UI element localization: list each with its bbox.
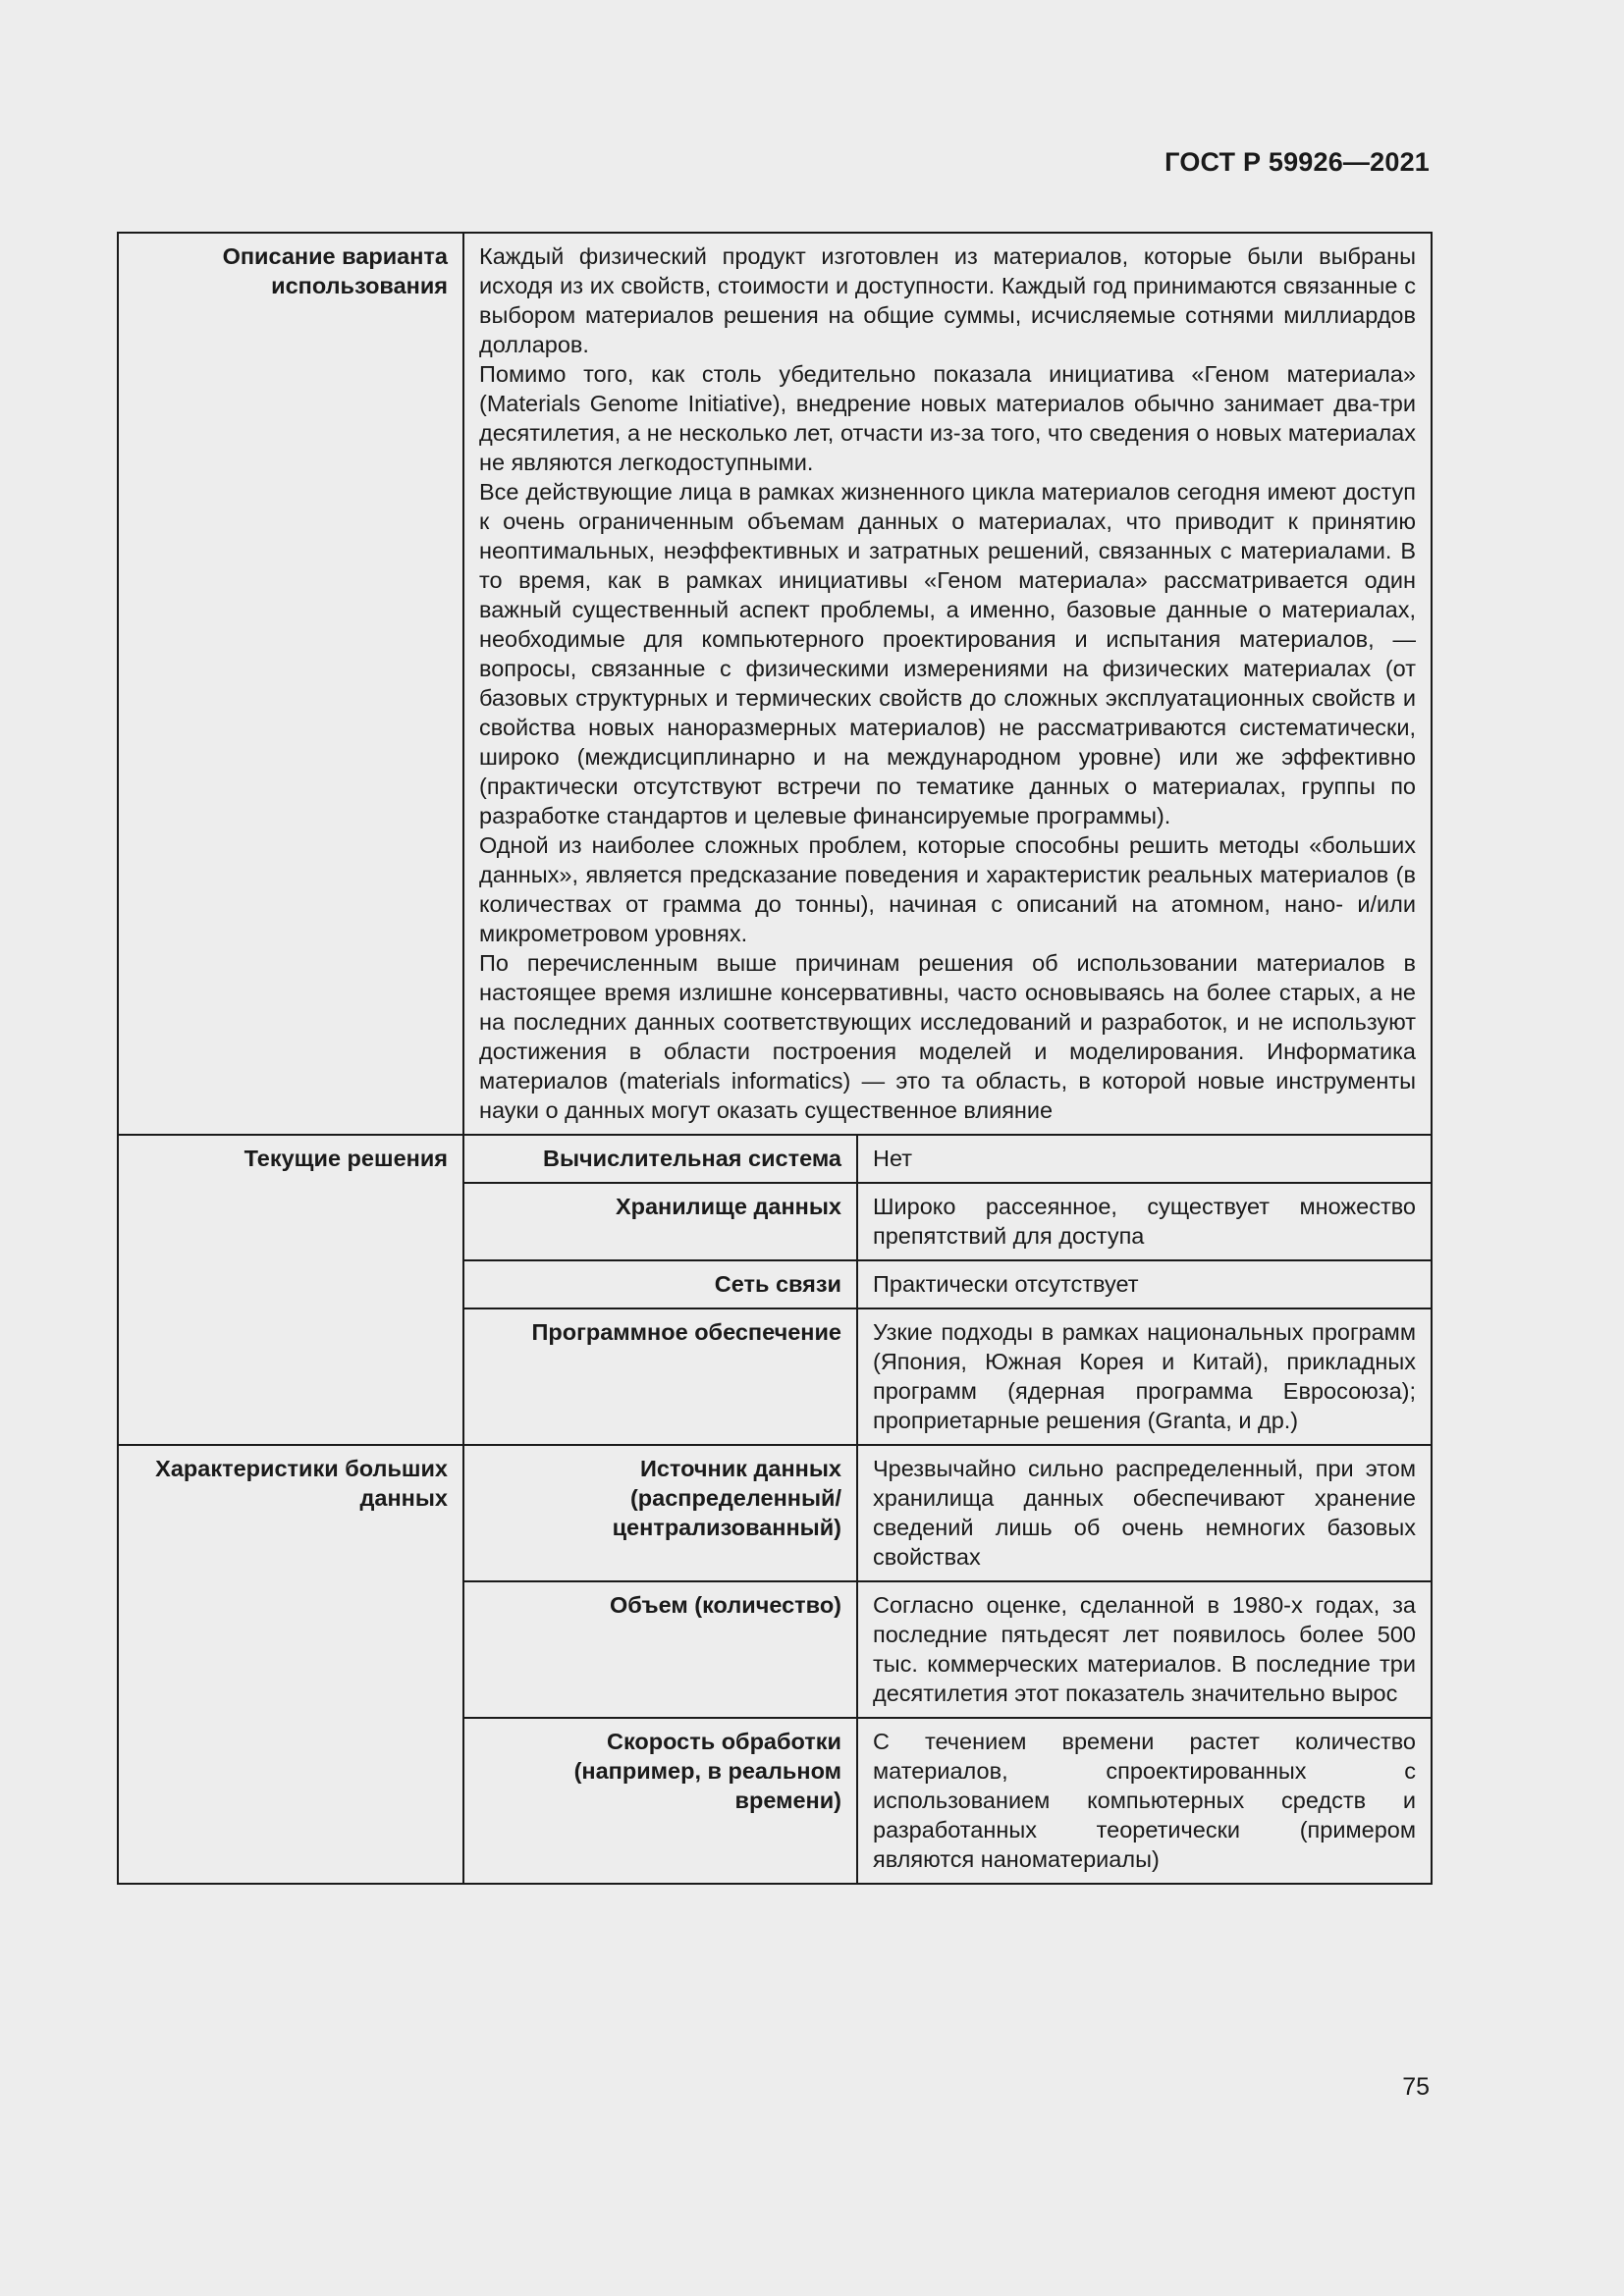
row-name: Программное обеспечение <box>463 1308 857 1445</box>
table-row <box>118 1135 1432 1183</box>
row-name: Сеть связи <box>463 1260 857 1308</box>
description-paragraph: Одной из наиболее сложных проблем, которые способны решить методы «больших данных», является предсказание поведения и характеристик реальных материалов (в количествах от грамма до тонны), начиная с описаний на атомном, нано- и/или микрометровом уровнях. <box>479 832 1416 946</box>
row-value: С течением времени растет количество материалов, спроектированных с использованием компьютерных средств и разработанных теоретически (примером являются наноматериалы) <box>857 1718 1432 1884</box>
row-value: Узкие подходы в рамках национальных программ (Япония, Южная Корея и Китай), прикладных программ (ядерная программа Евросоюза); проприетарные решения (Granta, и др.) <box>857 1308 1432 1445</box>
row-value: Чрезвычайно сильно распределенный, при этом хранилища данных обеспечивают хранение сведений лишь об очень немногих базовых свойствах <box>857 1445 1432 1581</box>
description-paragraph: По перечисленным выше причинам решения об использовании материалов в настоящее время излишне консервативны, часто основываясь на более старых, а не на последних данных соответствующих исследований и разработок, и не используют достижения в области построения моделей и моделирования. Информатика материалов (materials informatics) — это та область, в которой новые инструменты науки о данных могут оказать существенное влияние <box>479 950 1416 1123</box>
row-value: Практически отсутствует <box>857 1260 1432 1308</box>
row-value: Нет <box>857 1135 1432 1183</box>
use-case-table <box>117 232 1433 1885</box>
big-data-characteristics-label: Характеристики больших данных <box>118 1445 463 1884</box>
standard-header: ГОСТ Р 59926—2021 <box>1164 147 1430 177</box>
use-case-description-row <box>118 233 1432 1135</box>
row-value: Согласно оценке, сделанной в 1980-х годах, за последние пятьдесят лет появилось более 500 тыс. коммерческих материалов. В последние три десятилетия этот показатель значительно вырос <box>857 1581 1432 1718</box>
use-case-description-label: Описание варианта использования <box>118 233 463 1135</box>
row-value: Широко рассеянное, существует множество препятствий для доступа <box>857 1183 1432 1260</box>
description-paragraph: Каждый физический продукт изготовлен из материалов, которые были выбраны исходя из их свойств, стоимости и доступности. Каждый год принимаются связанные с выбором материалов решения на общие суммы, исчисляемые сотнями миллиардов долларов. <box>479 243 1416 357</box>
row-name: Источник данных (распределенный/ централизованный) <box>463 1445 857 1581</box>
description-paragraph: Помимо того, как столь убедительно показала инициатива «Геном материала» (Materials Genome Initiative), внедрение новых материалов обычно занимает два-три десятилетия, а не несколько лет, отчасти из-за того, что сведения о новых материалах не являются легкодоступными. <box>479 361 1416 475</box>
use-case-description-text <box>463 233 1432 1135</box>
row-name: Хранилище данных <box>463 1183 857 1260</box>
table-row <box>118 1445 1432 1581</box>
description-paragraph: Все действующие лица в рамках жизненного цикла материалов сегодня имеют доступ к очень ограниченным объемам данных о материалах, что приводит к принятию неоптимальных, неэффективных и затратных решений, связанных с материалами. В то время, как в рамках инициативы «Геном материала» рассматривается один важный существенный аспект проблемы, а именно, базовые данные о материалах, необходимые для компьютерного проектирования и испытания материалов, — вопросы, связанные с физическими измерениями на физических материалах (от базовых структурных и термических свойств до сложных эксплуатационных свойств и свойства новых наноразмерных материалов) не рассматриваются систематически, широко (междисциплинарно и на международном уровне) или же эффективно (практически отсутствуют встречи по тематике данных о материалах, группы по разработке стандартов и целевые финансируемые программы). <box>479 479 1416 828</box>
row-name: Объем (количество) <box>463 1581 857 1718</box>
current-solutions-label: Текущие решения <box>118 1135 463 1445</box>
row-name: Вычислительная система <box>463 1135 857 1183</box>
page-number: 75 <box>1402 2073 1430 2101</box>
row-name: Скорость обработки (например, в реальном времени) <box>463 1718 857 1884</box>
